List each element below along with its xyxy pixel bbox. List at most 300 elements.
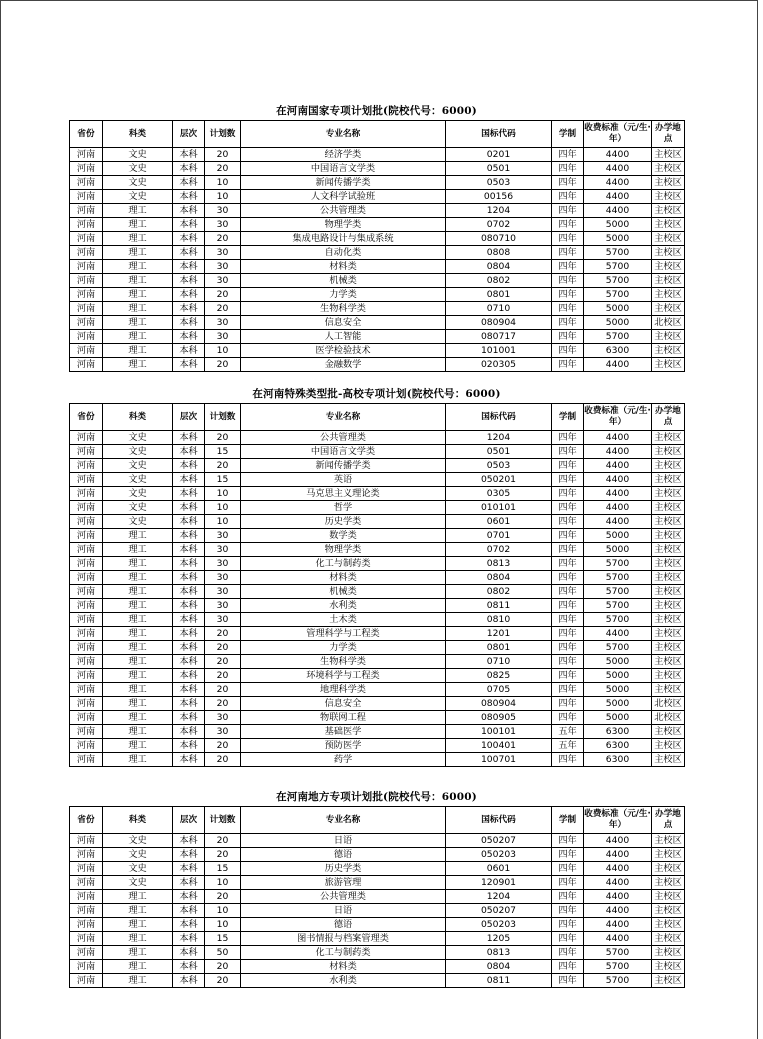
cell-major-name: 药学: [241, 753, 446, 767]
cell-level: 本科: [173, 431, 205, 445]
cell-province: 河南: [70, 358, 103, 372]
cell-category: 理工: [103, 960, 173, 974]
cell-code: 101001: [446, 344, 552, 358]
table-row: [70, 974, 685, 988]
cell-code: 0802: [446, 274, 552, 288]
cell-province: 河南: [70, 613, 103, 627]
cell-fee: 6300: [584, 725, 652, 739]
cell-major-name: 地理科学类: [241, 683, 446, 697]
cell-province: 河南: [70, 683, 103, 697]
cell-province: 河南: [70, 739, 103, 753]
cell-category: 理工: [103, 627, 173, 641]
cell-campus: 主校区: [652, 232, 685, 246]
cell-duration: 四年: [552, 862, 584, 876]
cell-code: 00156: [446, 190, 552, 204]
cell-fee: 4400: [584, 876, 652, 890]
cell-code: 020305: [446, 358, 552, 372]
cell-level: 本科: [173, 473, 205, 487]
cell-campus: 主校区: [652, 218, 685, 232]
cell-province: 河南: [70, 288, 103, 302]
header-level: 层次: [173, 807, 205, 834]
cell-fee: 5700: [584, 274, 652, 288]
cell-campus: 主校区: [652, 344, 685, 358]
section-local-plan: [69, 789, 684, 988]
cell-fee: 4400: [584, 162, 652, 176]
table-row: [70, 459, 685, 473]
cell-fee: 5000: [584, 655, 652, 669]
cell-code: 080904: [446, 316, 552, 330]
cell-fee: 4400: [584, 459, 652, 473]
cell-duration: 四年: [552, 960, 584, 974]
cell-level: 本科: [173, 246, 205, 260]
cell-duration: 四年: [552, 190, 584, 204]
table-row: [70, 739, 685, 753]
cell-duration: 四年: [552, 515, 584, 529]
section-title: 在河南地方专项计划批(院校代号：6000): [276, 791, 477, 803]
cell-category: 理工: [103, 739, 173, 753]
cell-level: 本科: [173, 148, 205, 162]
cell-fee: 4400: [584, 862, 652, 876]
cell-code: 0501: [446, 162, 552, 176]
cell-fee: 5000: [584, 529, 652, 543]
cell-province: 河南: [70, 585, 103, 599]
cell-fee: 4400: [584, 501, 652, 515]
cell-code: 050201: [446, 473, 552, 487]
cell-category: 文史: [103, 876, 173, 890]
table-row: [70, 302, 685, 316]
cell-category: 理工: [103, 344, 173, 358]
cell-campus: 主校区: [652, 585, 685, 599]
cell-level: 本科: [173, 862, 205, 876]
cell-plan-count: 20: [205, 358, 241, 372]
table-row: [70, 316, 685, 330]
cell-level: 本科: [173, 655, 205, 669]
cell-category: 文史: [103, 848, 173, 862]
cell-duration: 四年: [552, 529, 584, 543]
cell-level: 本科: [173, 445, 205, 459]
cell-level: 本科: [173, 557, 205, 571]
cell-duration: 四年: [552, 330, 584, 344]
section-national-plan: [69, 103, 684, 372]
header-fee: 收费标准（元/生·年）: [584, 404, 652, 431]
cell-level: 本科: [173, 190, 205, 204]
cell-fee: 4400: [584, 515, 652, 529]
header-campus: 办学地点: [652, 121, 685, 148]
cell-fee: 4400: [584, 445, 652, 459]
cell-fee: 5700: [584, 641, 652, 655]
cell-fee: 5000: [584, 543, 652, 557]
cell-major-name: 化工与制药类: [241, 557, 446, 571]
cell-code: 0705: [446, 683, 552, 697]
cell-level: 本科: [173, 848, 205, 862]
cell-category: 理工: [103, 274, 173, 288]
cell-fee: 6300: [584, 753, 652, 767]
cell-campus: 主校区: [652, 431, 685, 445]
cell-code: 080717: [446, 330, 552, 344]
cell-plan-count: 30: [205, 571, 241, 585]
cell-duration: 五年: [552, 725, 584, 739]
cell-category: 文史: [103, 473, 173, 487]
cell-campus: 主校区: [652, 834, 685, 848]
cell-fee: 5700: [584, 557, 652, 571]
cell-duration: 四年: [552, 890, 584, 904]
cell-province: 河南: [70, 302, 103, 316]
cell-major-name: 材料类: [241, 571, 446, 585]
cell-major-name: 公共管理类: [241, 431, 446, 445]
cell-major-name: 公共管理类: [241, 890, 446, 904]
cell-province: 河南: [70, 431, 103, 445]
cell-province: 河南: [70, 571, 103, 585]
table-row: [70, 148, 685, 162]
cell-major-name: 机械类: [241, 585, 446, 599]
cell-province: 河南: [70, 162, 103, 176]
cell-level: 本科: [173, 204, 205, 218]
cell-level: 本科: [173, 725, 205, 739]
cell-code: 0201: [446, 148, 552, 162]
cell-code: 010101: [446, 501, 552, 515]
cell-plan-count: 20: [205, 683, 241, 697]
cell-plan-count: 10: [205, 501, 241, 515]
cell-duration: 四年: [552, 543, 584, 557]
cell-province: 河南: [70, 711, 103, 725]
cell-category: 理工: [103, 974, 173, 988]
cell-fee: 6300: [584, 344, 652, 358]
table-row: [70, 543, 685, 557]
cell-plan-count: 30: [205, 543, 241, 557]
table-row: [70, 487, 685, 501]
cell-major-name: 生物科学类: [241, 655, 446, 669]
cell-major-name: 化工与制药类: [241, 946, 446, 960]
cell-category: 文史: [103, 459, 173, 473]
cell-plan-count: 30: [205, 529, 241, 543]
cell-major-name: 信息安全: [241, 697, 446, 711]
cell-fee: 5700: [584, 960, 652, 974]
cell-code: 0601: [446, 515, 552, 529]
cell-duration: 四年: [552, 918, 584, 932]
plan-table: [69, 120, 685, 372]
cell-level: 本科: [173, 501, 205, 515]
cell-duration: 四年: [552, 431, 584, 445]
cell-code: 0804: [446, 571, 552, 585]
cell-province: 河南: [70, 501, 103, 515]
header-fee: 收费标准（元/生·年）: [584, 121, 652, 148]
cell-category: 理工: [103, 683, 173, 697]
cell-duration: 四年: [552, 344, 584, 358]
cell-plan-count: 20: [205, 627, 241, 641]
cell-fee: 4400: [584, 848, 652, 862]
cell-duration: 四年: [552, 302, 584, 316]
cell-duration: 四年: [552, 904, 584, 918]
cell-province: 河南: [70, 697, 103, 711]
cell-major-name: 数学类: [241, 529, 446, 543]
cell-fee: 5000: [584, 697, 652, 711]
cell-code: 0701: [446, 529, 552, 543]
cell-province: 河南: [70, 876, 103, 890]
table-row: [70, 557, 685, 571]
cell-level: 本科: [173, 890, 205, 904]
cell-province: 河南: [70, 204, 103, 218]
cell-plan-count: 20: [205, 697, 241, 711]
cell-province: 河南: [70, 641, 103, 655]
cell-code: 0801: [446, 641, 552, 655]
cell-code: 0810: [446, 613, 552, 627]
cell-province: 河南: [70, 487, 103, 501]
cell-campus: 主校区: [652, 529, 685, 543]
cell-major-name: 材料类: [241, 960, 446, 974]
cell-province: 河南: [70, 445, 103, 459]
cell-duration: 四年: [552, 288, 584, 302]
cell-category: 理工: [103, 946, 173, 960]
cell-category: 理工: [103, 753, 173, 767]
table-row: [70, 904, 685, 918]
cell-level: 本科: [173, 641, 205, 655]
cell-category: 文史: [103, 487, 173, 501]
cell-campus: 主校区: [652, 641, 685, 655]
cell-level: 本科: [173, 529, 205, 543]
header-fee: 收费标准（元/生·年）: [584, 807, 652, 834]
cell-fee: 5000: [584, 316, 652, 330]
cell-major-name: 水利类: [241, 599, 446, 613]
cell-duration: 四年: [552, 445, 584, 459]
cell-campus: 主校区: [652, 613, 685, 627]
cell-plan-count: 15: [205, 445, 241, 459]
cell-major-name: 人文科学试验班: [241, 190, 446, 204]
cell-campus: 主校区: [652, 571, 685, 585]
table-row: [70, 862, 685, 876]
table-row: [70, 431, 685, 445]
cell-level: 本科: [173, 288, 205, 302]
cell-category: 理工: [103, 697, 173, 711]
cell-duration: 四年: [552, 501, 584, 515]
cell-province: 河南: [70, 459, 103, 473]
cell-code: 0710: [446, 655, 552, 669]
cell-duration: 四年: [552, 260, 584, 274]
cell-fee: 5700: [584, 288, 652, 302]
cell-level: 本科: [173, 585, 205, 599]
cell-code: 120901: [446, 876, 552, 890]
table-row: [70, 711, 685, 725]
cell-fee: 5000: [584, 711, 652, 725]
cell-duration: 四年: [552, 274, 584, 288]
cell-fee: 4400: [584, 904, 652, 918]
cell-fee: 5700: [584, 599, 652, 613]
cell-major-name: 历史学类: [241, 515, 446, 529]
table-row: [70, 515, 685, 529]
cell-major-name: 自动化类: [241, 246, 446, 260]
cell-campus: 主校区: [652, 459, 685, 473]
cell-campus: 主校区: [652, 330, 685, 344]
cell-campus: 主校区: [652, 246, 685, 260]
cell-fee: 5700: [584, 330, 652, 344]
cell-plan-count: 20: [205, 641, 241, 655]
cell-code: 0503: [446, 459, 552, 473]
cell-category: 理工: [103, 316, 173, 330]
cell-category: 理工: [103, 918, 173, 932]
table-row: [70, 848, 685, 862]
table-row: [70, 204, 685, 218]
cell-province: 河南: [70, 176, 103, 190]
cell-plan-count: 30: [205, 725, 241, 739]
cell-level: 本科: [173, 918, 205, 932]
cell-code: 080905: [446, 711, 552, 725]
cell-duration: 四年: [552, 204, 584, 218]
cell-major-name: 新闻传播学类: [241, 459, 446, 473]
table-row: [70, 585, 685, 599]
cell-category: 理工: [103, 904, 173, 918]
table-row: [70, 641, 685, 655]
cell-plan-count: 10: [205, 344, 241, 358]
cell-fee: 5000: [584, 232, 652, 246]
cell-major-name: 生物科学类: [241, 302, 446, 316]
cell-campus: 主校区: [652, 848, 685, 862]
cell-code: 100101: [446, 725, 552, 739]
cell-plan-count: 10: [205, 487, 241, 501]
cell-level: 本科: [173, 974, 205, 988]
header-category: 科类: [103, 807, 173, 834]
cell-major-name: 新闻传播学类: [241, 176, 446, 190]
cell-plan-count: 10: [205, 190, 241, 204]
cell-province: 河南: [70, 473, 103, 487]
cell-plan-count: 30: [205, 557, 241, 571]
cell-code: 050203: [446, 848, 552, 862]
cell-level: 本科: [173, 599, 205, 613]
cell-duration: 四年: [552, 711, 584, 725]
table-row: [70, 655, 685, 669]
cell-campus: 北校区: [652, 316, 685, 330]
cell-province: 河南: [70, 190, 103, 204]
cell-category: 理工: [103, 204, 173, 218]
cell-level: 本科: [173, 960, 205, 974]
section-title: 在河南特殊类型批-高校专项计划(院校代号：6000): [252, 388, 501, 400]
cell-major-name: 人工智能: [241, 330, 446, 344]
cell-fee: 4400: [584, 627, 652, 641]
cell-plan-count: 30: [205, 585, 241, 599]
header-campus: 办学地点: [652, 404, 685, 431]
cell-duration: 四年: [552, 848, 584, 862]
cell-duration: 四年: [552, 599, 584, 613]
cell-fee: 5700: [584, 571, 652, 585]
cell-level: 本科: [173, 218, 205, 232]
cell-province: 河南: [70, 260, 103, 274]
cell-plan-count: 20: [205, 739, 241, 753]
table-row: [70, 501, 685, 515]
cell-fee: 5700: [584, 613, 652, 627]
cell-category: 理工: [103, 669, 173, 683]
cell-campus: 主校区: [652, 487, 685, 501]
cell-duration: 四年: [552, 683, 584, 697]
cell-campus: 主校区: [652, 683, 685, 697]
table-row: [70, 358, 685, 372]
cell-fee: 4400: [584, 190, 652, 204]
cell-code: 0305: [446, 487, 552, 501]
cell-duration: 四年: [552, 459, 584, 473]
cell-code: 1204: [446, 890, 552, 904]
header-plan-count: 计划数: [205, 807, 241, 834]
table-row: [70, 946, 685, 960]
cell-fee: 4400: [584, 834, 652, 848]
cell-province: 河南: [70, 543, 103, 557]
cell-major-name: 德语: [241, 918, 446, 932]
cell-code: 0811: [446, 599, 552, 613]
table-row: [70, 753, 685, 767]
cell-major-name: 预防医学: [241, 739, 446, 753]
table-row: [70, 725, 685, 739]
cell-level: 本科: [173, 487, 205, 501]
cell-campus: 主校区: [652, 445, 685, 459]
cell-duration: 四年: [552, 876, 584, 890]
plan-table: [69, 403, 685, 767]
cell-category: 理工: [103, 246, 173, 260]
cell-campus: 主校区: [652, 627, 685, 641]
cell-duration: 四年: [552, 585, 584, 599]
cell-province: 河南: [70, 557, 103, 571]
cell-campus: 主校区: [652, 655, 685, 669]
cell-plan-count: 50: [205, 946, 241, 960]
cell-code: 0808: [446, 246, 552, 260]
cell-code: 0802: [446, 585, 552, 599]
cell-plan-count: 15: [205, 473, 241, 487]
cell-province: 河南: [70, 918, 103, 932]
cell-campus: 主校区: [652, 904, 685, 918]
cell-campus: 主校区: [652, 501, 685, 515]
cell-province: 河南: [70, 669, 103, 683]
cell-code: 0702: [446, 218, 552, 232]
cell-major-name: 力学类: [241, 288, 446, 302]
cell-category: 理工: [103, 330, 173, 344]
cell-major-name: 环境科学与工程类: [241, 669, 446, 683]
cell-major-name: 旅游管理: [241, 876, 446, 890]
cell-plan-count: 20: [205, 431, 241, 445]
cell-plan-count: 20: [205, 848, 241, 862]
cell-level: 本科: [173, 515, 205, 529]
cell-campus: 北校区: [652, 697, 685, 711]
cell-duration: 四年: [552, 613, 584, 627]
cell-province: 河南: [70, 974, 103, 988]
cell-code: 0813: [446, 557, 552, 571]
cell-category: 理工: [103, 585, 173, 599]
cell-plan-count: 30: [205, 246, 241, 260]
table-row: [70, 697, 685, 711]
cell-campus: 主校区: [652, 890, 685, 904]
cell-duration: 四年: [552, 176, 584, 190]
cell-plan-count: 30: [205, 711, 241, 725]
cell-major-name: 经济学类: [241, 148, 446, 162]
cell-level: 本科: [173, 711, 205, 725]
cell-province: 河南: [70, 246, 103, 260]
header-code: 国标代码: [446, 404, 552, 431]
cell-campus: 主校区: [652, 543, 685, 557]
cell-campus: 主校区: [652, 176, 685, 190]
cell-code: 1204: [446, 204, 552, 218]
cell-fee: 4400: [584, 431, 652, 445]
cell-major-name: 物理学类: [241, 543, 446, 557]
cell-level: 本科: [173, 904, 205, 918]
cell-plan-count: 10: [205, 904, 241, 918]
header-row: [70, 121, 685, 148]
table-row: [70, 473, 685, 487]
cell-plan-count: 20: [205, 288, 241, 302]
cell-code: 080904: [446, 697, 552, 711]
header-row: [70, 404, 685, 431]
cell-duration: 四年: [552, 627, 584, 641]
plan-table: [69, 806, 685, 988]
cell-major-name: 日语: [241, 904, 446, 918]
cell-category: 理工: [103, 218, 173, 232]
table-row: [70, 599, 685, 613]
table-row: [70, 190, 685, 204]
cell-campus: 主校区: [652, 918, 685, 932]
cell-province: 河南: [70, 599, 103, 613]
